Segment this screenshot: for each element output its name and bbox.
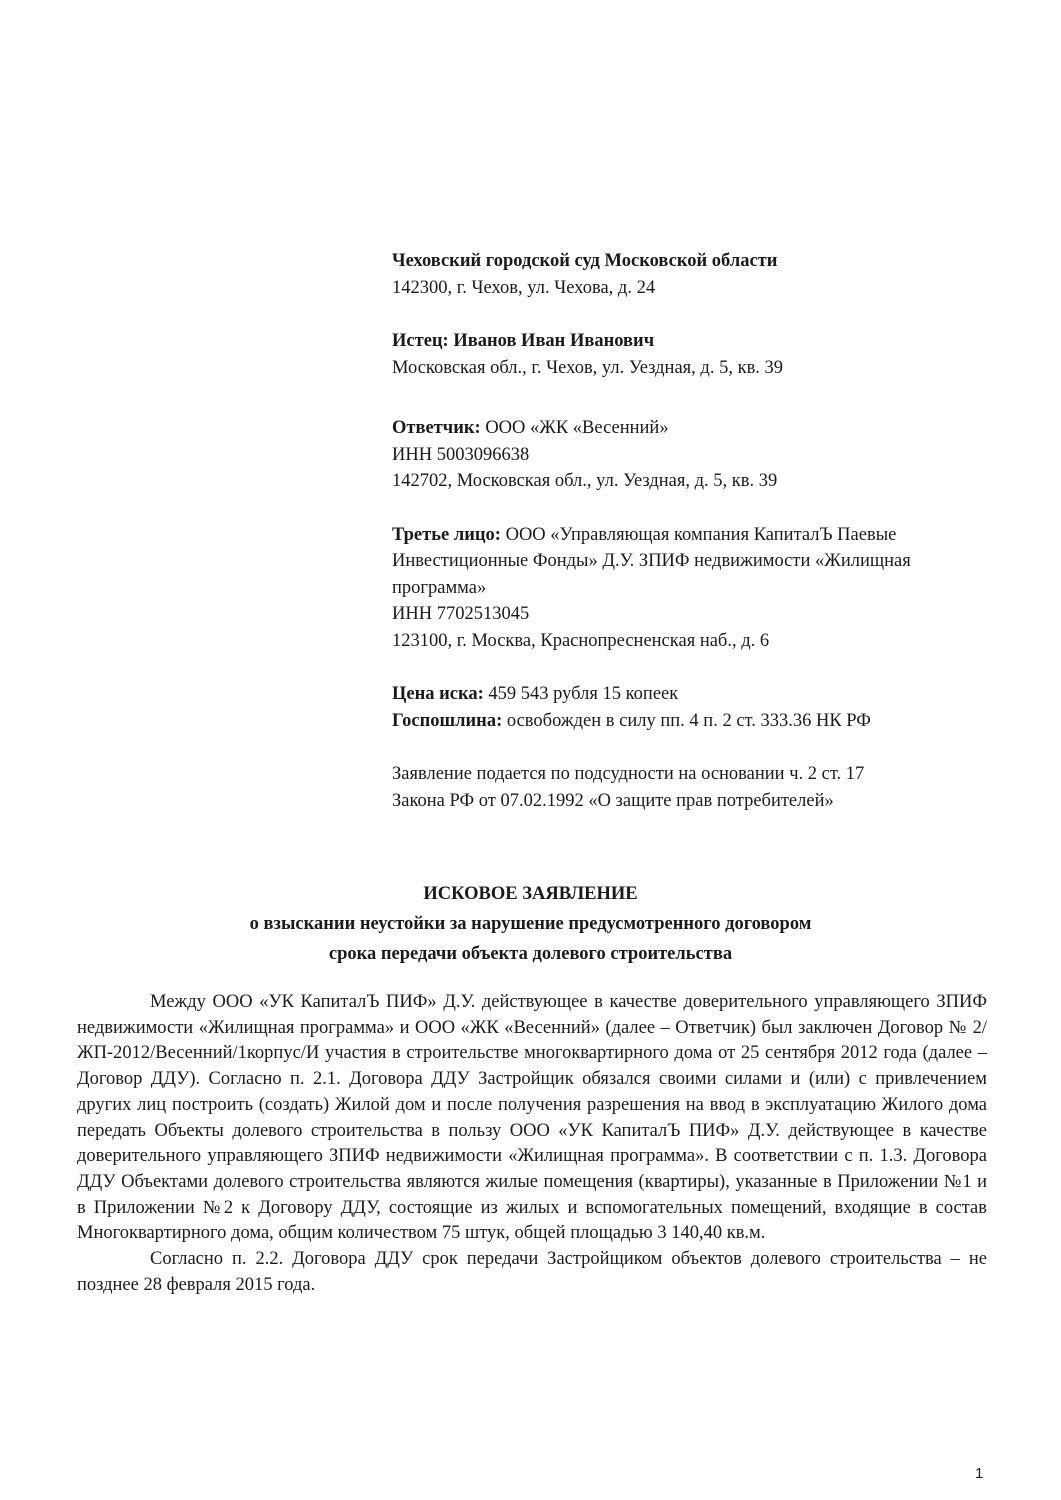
claim-block — [392, 681, 1012, 734]
document-body — [77, 990, 987, 1298]
defendant-label: Ответчик: — [392, 418, 481, 438]
title-line3: срока передачи объекта долевого строительства — [328, 944, 733, 964]
court-name: Чеховский городской суд Московской области — [392, 251, 778, 271]
jurisdiction-line1: Заявление подается по подсудности на основании ч. 2 ст. 17 — [392, 764, 865, 784]
jurisdiction-block — [392, 761, 1012, 814]
state-duty-value: освобожден в силу пп. 4 п. 2 ст. 333.36 НК РФ — [506, 710, 871, 731]
defendant-address: 142702, Московская обл., ул. Уездная, д. 5, кв. 39 — [392, 471, 778, 491]
third-party-name-line1: ООО «Управляющая компания КапиталЪ Паевые — [505, 524, 897, 545]
title-line2: о взыскании неустойки за нарушение предусмотренного договором — [249, 914, 812, 934]
body-paragraph-1: Между ООО «УК КапиталЪ ПИФ» Д.У. действующее в качестве доверительного управляющего ЗПИФ недвижимости «Жилищная программа» и ООО «ЖК «Весенний» (далее – Ответчик) был заключен Договор № 2/ЖП-2012/Весенний/1корпус/И участия в строительстве многоквартирного дома от 25 сентября 2012 года (далее – Договор ДДУ). Согласно п. 2.1. Договора ДДУ Застройщик обязался своими силами и (или) с привлечением других лиц построить (создать) Жилой дом и после получения разрешения на ввод в эксплуатацию Жилого дома передать Объекты долевого строительства в пользу ООО «УК КапиталЪ ПИФ» Д.У. действующее в качестве доверительного управляющего ЗПИФ недвижимости «Жилищная программа». В соответствии с п. 1.3. Договора ДДУ Объектами долевого строительства являются жилые помещения (квартиры), указанные в Приложении №1 и в Приложении №2 к Договору ДДУ, состоящие из жилых и вспомогательных помещений, входящие в состав Многоквартирного дома, общим количеством 75 штук, общей площадью 3 140,40 кв.м. — [77, 992, 987, 1244]
third-party-name-line3: программа» — [392, 577, 487, 598]
document-title — [0, 879, 1061, 969]
state-duty-label: Госпошлина: — [392, 710, 503, 731]
third-party-block — [392, 522, 1012, 655]
third-party-address: 123100, г. Москва, Краснопресненская наб., д. 6 — [392, 630, 770, 651]
defendant-block — [392, 415, 1012, 495]
defendant-inn: ИНН 5003096638 — [392, 444, 530, 465]
court-block — [392, 248, 1012, 301]
plaintiff-block — [392, 328, 1012, 381]
title-line1: ИСКОВОЕ ЗАЯВЛЕНИЕ — [423, 884, 638, 904]
claim-price-value: 459 543 рубля 15 копеек — [488, 684, 679, 704]
claim-price-label: Цена иска: — [392, 684, 484, 704]
third-party-name-line2: Инвестиционные Фонды» Д.У. ЗПИФ недвижимости «Жилищная — [392, 551, 911, 571]
third-party-label: Третье лицо: — [392, 524, 501, 545]
body-paragraph-2: Согласно п. 2.2. Договора ДДУ срок передачи Застройщиком объектов долевого строительства – не позднее 28 февраля 2015 года. — [77, 1249, 987, 1295]
document-header — [392, 248, 1012, 814]
court-address: 142300, г. Чехов, ул. Чехова, д. 24 — [392, 277, 656, 298]
defendant-name: ООО «ЖК «Весенний» — [485, 418, 669, 438]
plaintiff-name: Иванов Иван Иванович — [453, 331, 655, 351]
plaintiff-label: Истец: — [392, 331, 449, 351]
jurisdiction-line2: Закона РФ от 07.02.1992 «О защите прав потребителей» — [392, 790, 834, 811]
page-number: 1 — [975, 1465, 984, 1482]
plaintiff-address: Московская обл., г. Чехов, ул. Уездная, д. 5, кв. 39 — [392, 357, 784, 378]
third-party-inn: ИНН 7702513045 — [392, 604, 530, 624]
